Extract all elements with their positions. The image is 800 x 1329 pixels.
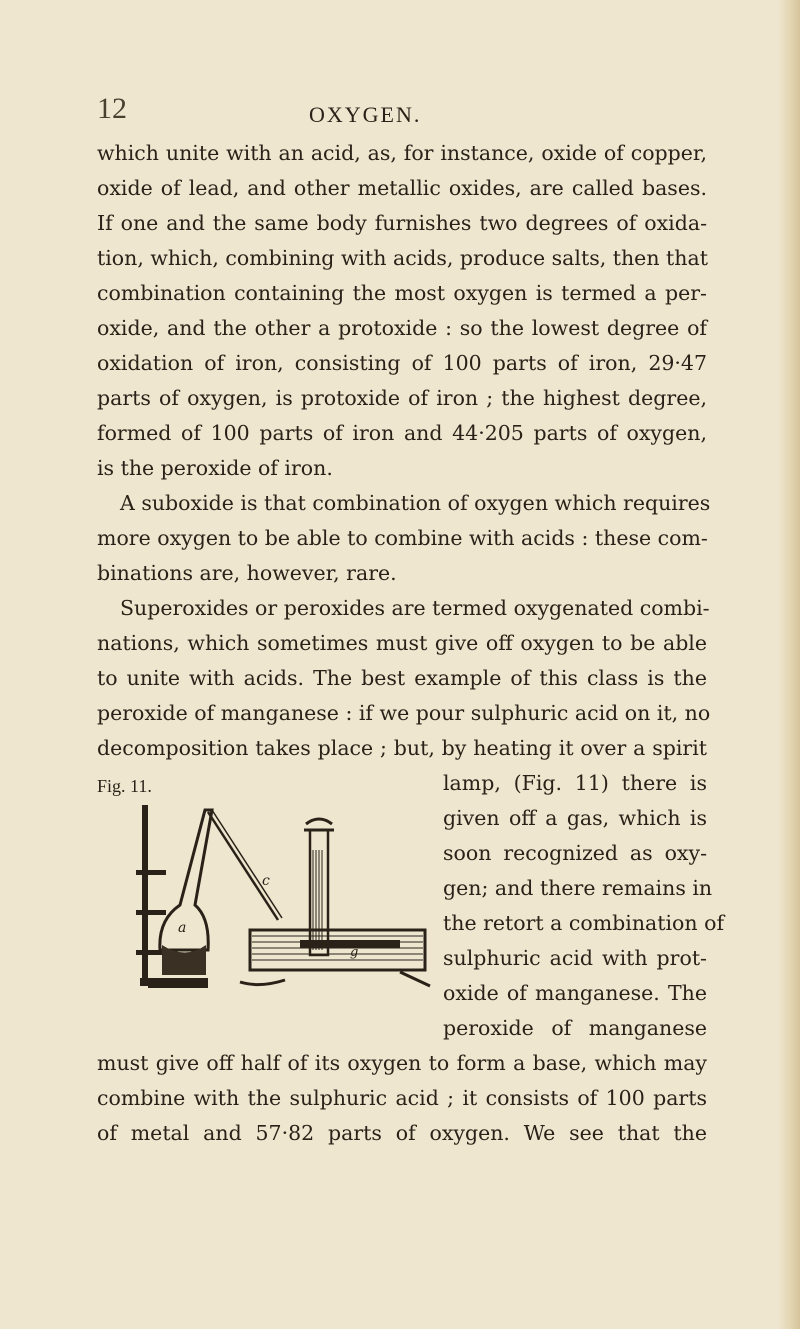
text-line: combine with the sulphuric acid ; it consists of 100 parts [97,1086,707,1110]
figure-caption: Fig. 11. [97,776,152,796]
page-edge [778,0,800,1329]
delivery-tube [208,812,278,920]
gas-jar-top [304,819,334,830]
label-c: c [262,873,270,889]
text-line: tion, which, combining with acids, produce salts, then that [97,246,708,270]
text-line: peroxide of manganese : if we pour sulphuric acid on it, no [97,701,711,725]
text-line: oxide of manganese. The [443,981,707,1005]
paragraph-start-line: A suboxide is that combination of oxygen which requires [120,491,711,515]
text-line: the retort a combination of [443,911,725,935]
text-line: oxidation of iron, consisting of 100 parts of iron, 29·47 [97,351,707,375]
text-line: which unite with an acid, as, for instance, oxide of copper, [97,141,707,165]
text-line: If one and the same body furnishes two degrees of oxida- [97,211,707,235]
text-line: nations, which sometimes must give off oxygen to be able [97,631,707,655]
text-line: combination containing the most oxygen is termed a per- [97,281,707,305]
label-a: a [178,920,187,936]
stand-clamp [136,870,166,875]
spirit-lamp [148,978,208,988]
text-line: must give off half of its oxygen to form a base, which may [97,1051,707,1075]
trough-foot [400,972,430,986]
text-line: oxide, and the other a protoxide : so the lowest degree of [97,316,707,340]
paragraph-start-line: Superoxides or peroxides are termed oxygenated combi- [120,596,710,620]
trough-foot [240,980,285,985]
text-line: more oxygen to be able to combine with acids : these com- [97,526,708,550]
text-line: is the peroxide of iron. [97,456,333,480]
delivery-tube-inner [212,810,282,918]
text-line: to unite with acids. The best example of this class is the [97,666,707,690]
text-line: given off a gas, which is [443,806,707,830]
retort-apparatus-figure [100,800,435,990]
text-line: decomposition takes place ; but, by heating it over a spirit [97,736,707,760]
text-line: lamp, (Fig. 11) there is [443,771,707,795]
running-head: OXYGEN. [309,102,422,127]
text-line: of metal and 57·82 parts of oxygen. We see that the [97,1121,707,1145]
stand-clamp [136,910,166,915]
page-header [97,92,717,132]
text-line: oxide of lead, and other metallic oxides, are called bases. [97,176,707,200]
text-line: formed of 100 parts of iron and 44·205 parts of oxygen, [97,421,707,445]
text-line: gen; and there remains in [443,876,713,900]
text-line: sulphuric acid with prot- [443,946,707,970]
text-line: parts of oxygen, is protoxide of iron ; the highest degree, [97,386,707,410]
page-number: 12 [97,92,127,125]
text-line: binations are, however, rare. [97,561,397,585]
text-line: peroxide of manganese [443,1016,707,1040]
text-line: soon recognized as oxy- [443,841,707,865]
label-g: g [350,945,359,960]
